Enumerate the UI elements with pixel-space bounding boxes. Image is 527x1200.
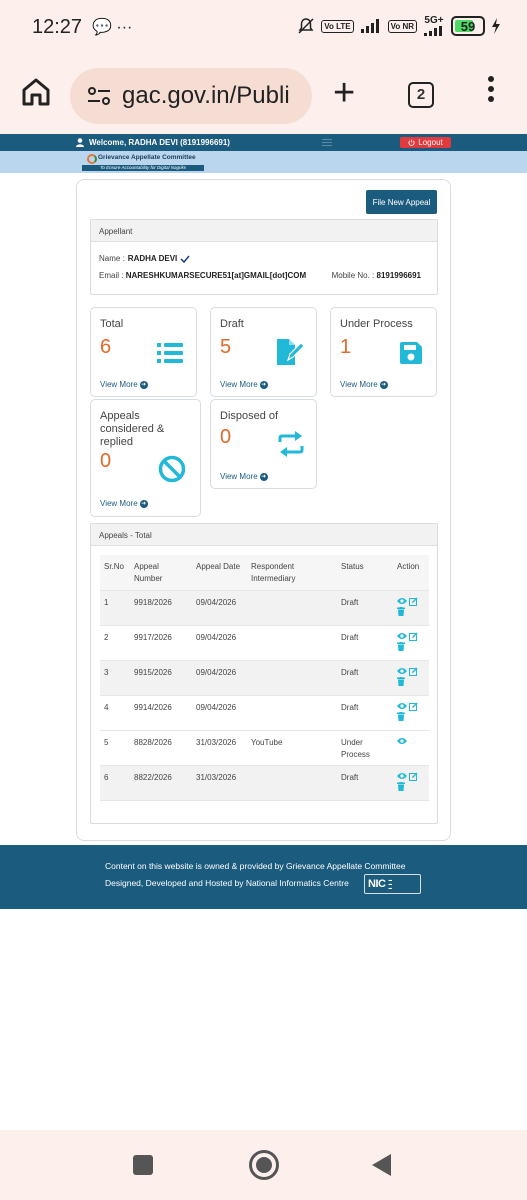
cell-srno: 3 — [100, 660, 130, 695]
mobile-label: Mobile No. : — [331, 271, 375, 280]
mute-bell-icon — [297, 17, 315, 35]
cell-appeal-date: 09/04/2026 — [192, 695, 247, 730]
page-blank-area — [0, 909, 527, 1130]
cell-appeal-date: 31/03/2026 — [192, 765, 247, 800]
tab-switcher-button[interactable]: 2 — [408, 82, 434, 108]
cell-respondent: YouTube — [247, 730, 337, 765]
nic-logo[interactable] — [364, 874, 421, 894]
disposed-card-title: Disposed of — [220, 410, 279, 422]
welcome-area — [76, 138, 230, 147]
nic-logo-text: NIC — [368, 878, 386, 890]
disposed-card-value: 0 — [220, 426, 232, 448]
cell-appeal-date: 09/04/2026 — [192, 660, 247, 695]
exchange-icon — [277, 430, 305, 458]
notification-icons: 💬 ··· — [92, 19, 133, 36]
file-new-appeal-button[interactable]: File New Appeal — [366, 190, 437, 214]
status-bar — [0, 0, 527, 56]
network-label: 5G+ — [424, 15, 444, 26]
logout-label: Logout — [418, 138, 443, 147]
cell-action — [393, 590, 429, 625]
cell-appeal-date: 31/03/2026 — [192, 730, 247, 765]
recents-square-icon[interactable] — [133, 1155, 153, 1175]
signal-icon-2 — [423, 26, 445, 36]
appeals-table — [100, 555, 429, 801]
cell-status: Draft — [337, 625, 393, 660]
table-row — [100, 590, 429, 625]
site-settings-icon[interactable] — [86, 83, 112, 109]
cell-action — [393, 695, 429, 730]
col-respondent: Respondent Intermediary — [247, 555, 337, 590]
browser-toolbar — [0, 56, 527, 134]
table-row — [100, 660, 429, 695]
total-card — [90, 307, 197, 397]
edit-icon[interactable] — [409, 597, 418, 606]
arrow-right-icon: ➜ — [141, 381, 147, 388]
draft-card — [210, 307, 317, 397]
table-header-row — [100, 555, 429, 590]
back-triangle-icon[interactable] — [372, 1154, 391, 1176]
considered-card-title: Appeals considered & replied — [100, 410, 165, 448]
disposed-card — [210, 399, 317, 489]
cell-action — [393, 730, 429, 765]
edit-icon[interactable] — [409, 702, 418, 711]
charging-icon — [491, 18, 501, 34]
appellant-panel — [90, 219, 438, 295]
more-menu-icon[interactable] — [488, 76, 496, 106]
name-label: Name : — [99, 254, 125, 263]
arrow-right-icon: ➜ — [381, 381, 387, 388]
table-row — [100, 765, 429, 800]
nic-logo-subtext: ▬ ▬ ▬ — [388, 878, 392, 890]
vonr-badge: Vo NR — [388, 20, 417, 33]
cell-appeal-number: 9914/2026 — [130, 695, 192, 730]
draft-view-more-label: View More — [220, 380, 258, 389]
total-view-more-label: View More — [100, 380, 138, 389]
edit-icon[interactable] — [409, 667, 418, 676]
delete-trash-icon[interactable] — [397, 642, 405, 651]
cell-srno: 6 — [100, 765, 130, 800]
hamburger-menu-icon[interactable] — [322, 139, 332, 148]
ban-icon — [158, 455, 186, 483]
brand-name: Grievance Appellate Committee — [98, 154, 196, 161]
appellant-email: NARESHKUMARSECURE51[at]GMAIL[dot]COM — [125, 271, 307, 280]
cell-respondent — [247, 590, 337, 625]
under-process-card-title: Under Process — [340, 318, 413, 330]
view-eye-icon[interactable] — [397, 667, 407, 675]
cell-status: Draft — [337, 590, 393, 625]
signal-icon — [360, 19, 382, 33]
table-row — [100, 730, 429, 765]
col-appeal-date: Appeal Date — [192, 555, 247, 590]
arrow-right-icon: ➜ — [141, 500, 147, 507]
cell-srno: 2 — [100, 625, 130, 660]
appeals-table-title: Appeals - Total — [91, 524, 437, 546]
cell-appeal-number: 8822/2026 — [130, 765, 192, 800]
cell-action — [393, 625, 429, 660]
edit-icon[interactable] — [409, 772, 418, 781]
view-eye-icon[interactable] — [397, 772, 407, 780]
user-icon — [76, 138, 84, 147]
col-status: Status — [337, 555, 393, 590]
cell-status: Draft — [337, 660, 393, 695]
site-footer — [0, 845, 527, 909]
under-process-view-more-link[interactable] — [340, 380, 388, 389]
status-right-icons — [297, 16, 501, 36]
table-row — [100, 625, 429, 660]
footer-hosting-text: Designed, Developed and Hosted by National Informatics Centre — [105, 878, 349, 888]
view-eye-icon[interactable] — [397, 597, 407, 605]
cell-appeal-number: 9918/2026 — [130, 590, 192, 625]
view-eye-icon[interactable] — [397, 737, 407, 745]
home-icon[interactable] — [20, 76, 52, 108]
cell-appeal-date: 09/04/2026 — [192, 625, 247, 660]
list-icon — [157, 342, 183, 364]
delete-trash-icon[interactable] — [397, 607, 405, 616]
appellant-panel-title: Appellant — [91, 220, 437, 242]
table-row — [100, 695, 429, 730]
cell-status: Draft — [337, 765, 393, 800]
cell-respondent — [247, 625, 337, 660]
delete-trash-icon[interactable] — [397, 782, 405, 791]
logout-button[interactable] — [400, 137, 451, 148]
cell-appeal-date: 09/04/2026 — [192, 590, 247, 625]
col-srno: Sr.No — [100, 555, 130, 590]
under-process-view-more-label: View More — [340, 380, 378, 389]
email-label: Email : — [99, 271, 124, 280]
delete-trash-icon[interactable] — [397, 677, 405, 686]
disposed-view-more-label: View More — [220, 472, 258, 481]
site-top-nav — [0, 134, 527, 151]
considered-card-value: 0 — [100, 450, 112, 472]
under-process-card-value: 1 — [340, 336, 352, 358]
cell-respondent — [247, 765, 337, 800]
battery-level: 59 — [460, 18, 476, 34]
col-action: Action — [393, 555, 429, 590]
considered-replied-card — [90, 399, 201, 517]
brand-tagline: To Ensure Accountability for Digital Nagriks — [82, 165, 204, 171]
under-process-card — [330, 307, 437, 397]
draft-card-title: Draft — [220, 318, 244, 330]
volte-badge: Vo LTE — [321, 20, 353, 33]
android-nav-bar — [0, 1130, 527, 1200]
cell-respondent — [247, 660, 337, 695]
url-text[interactable]: gac.gov.in/Publi — [122, 82, 290, 109]
appellant-name-row — [99, 254, 190, 263]
home-circle-icon[interactable] — [249, 1150, 279, 1180]
appellant-mobile: 8191996691 — [376, 271, 421, 280]
cell-action — [393, 660, 429, 695]
appellant-name: RADHA DEVI — [127, 254, 178, 263]
appellant-mobile-row — [332, 271, 421, 280]
cell-srno: 4 — [100, 695, 130, 730]
disposed-view-more-link[interactable] — [220, 472, 268, 481]
cell-appeal-number: 9917/2026 — [130, 625, 192, 660]
address-bar[interactable] — [70, 68, 312, 124]
gac-emblem-icon — [87, 154, 97, 164]
new-tab-plus-icon[interactable]: + — [333, 72, 356, 114]
draft-card-value: 5 — [220, 336, 232, 358]
cell-appeal-number: 8828/2026 — [130, 730, 192, 765]
cell-action — [393, 765, 429, 800]
considered-view-more-link[interactable] — [100, 499, 148, 508]
file-edit-icon — [275, 338, 305, 366]
view-eye-icon[interactable] — [397, 632, 407, 640]
save-disk-icon — [399, 341, 423, 365]
appeals-table-panel — [90, 523, 438, 824]
status-time: 12:27 — [32, 16, 83, 38]
verified-check-icon — [180, 255, 190, 263]
view-eye-icon[interactable] — [397, 702, 407, 710]
gac-logo[interactable] — [82, 153, 204, 171]
delete-trash-icon[interactable] — [397, 712, 405, 721]
footer-ownership-text: Content on this website is owned & provided by Grievance Appellate Committee — [105, 861, 406, 871]
considered-view-more-label: View More — [100, 499, 138, 508]
total-view-more-link[interactable] — [100, 380, 148, 389]
total-card-value: 6 — [100, 336, 112, 358]
cell-respondent — [247, 695, 337, 730]
cell-status: Draft — [337, 695, 393, 730]
welcome-text: Welcome, RADHA DEVI (8191996691) — [89, 138, 230, 147]
col-appeal-number: Appeal Number — [130, 555, 192, 590]
arrow-right-icon: ➜ — [261, 473, 267, 480]
cell-status: Under Process — [337, 730, 393, 765]
arrow-right-icon: ➜ — [261, 381, 267, 388]
cell-srno: 1 — [100, 590, 130, 625]
cell-srno: 5 — [100, 730, 130, 765]
battery-icon — [451, 16, 485, 36]
network-type — [423, 16, 445, 36]
dashboard-content — [0, 173, 527, 845]
total-card-title: Total — [100, 318, 124, 330]
power-icon — [408, 139, 415, 146]
cell-appeal-number: 9915/2026 — [130, 660, 192, 695]
edit-icon[interactable] — [409, 632, 418, 641]
draft-view-more-link[interactable] — [220, 380, 268, 389]
brand-bar — [0, 151, 527, 173]
appellant-email-row — [99, 271, 306, 280]
